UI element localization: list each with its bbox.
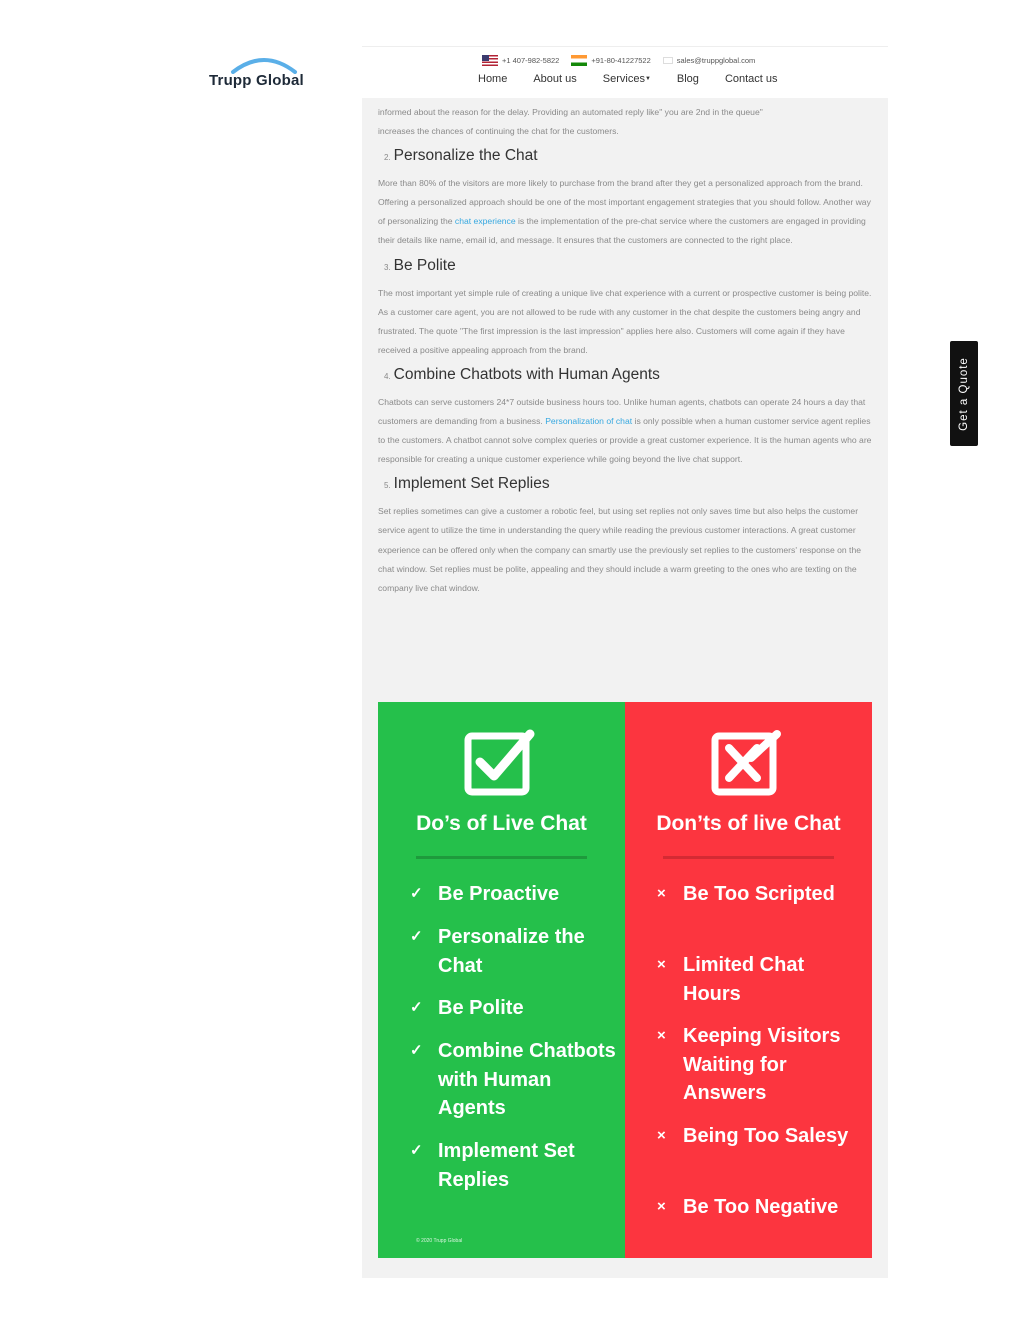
checkbox-cross-icon	[711, 728, 783, 798]
section-5-number: 5.	[384, 481, 391, 491]
nav-home[interactable]: Home	[478, 73, 508, 85]
nav-blog[interactable]: Blog	[676, 73, 699, 85]
intro-partial-1: informed about the reason for the delay. Providing an automated reply like" you are 2nd in the queue"	[378, 107, 763, 117]
brand-name: Trupp Global	[209, 72, 304, 89]
section-4-heading	[384, 366, 872, 384]
section-3-number: 3.	[384, 262, 391, 272]
donts-divider	[663, 856, 834, 859]
cross-icon: ×	[657, 1127, 666, 1144]
section-4-number: 4.	[384, 371, 391, 381]
us-phone[interactable]	[482, 55, 559, 66]
section-2-text	[378, 174, 872, 250]
cross-icon: ×	[657, 1198, 666, 1215]
section-2-text-b: is the implementation of the pre-chat service where the customers are engaged in providing their details like name, email id, and message. It ensures that the customers are connected to the right place.	[378, 216, 866, 246]
dos-divider	[416, 856, 587, 859]
india-flag-icon	[571, 55, 587, 66]
section-3-heading	[384, 257, 872, 275]
donts-item-text: Keeping Visitors Waiting for Answers	[683, 1025, 841, 1105]
section-2-text-a: More than 80% of the visitors are more likely to purchase from the brand after they get a personalized approach from the brand. Offering a personalized approach should be one of the most important engagement strategies that you should follow. Another way of personalizing the	[378, 178, 871, 227]
india-phone-text: +91-80-41227522	[591, 56, 651, 65]
main-nav	[478, 73, 778, 85]
check-icon: ✓	[410, 1142, 423, 1159]
get-a-quote-tab[interactable]	[950, 341, 978, 446]
section-4-text-b: is only possible when a human customer service agent replies to the customers. A chatbot cannot solve complex queries or provide a great customer experience. It is the human agents who are responsible for creating a unique customer experience while going beyond the live chat support.	[378, 416, 872, 465]
us-flag-icon	[482, 55, 498, 66]
nav-contact[interactable]: Contact us	[724, 73, 778, 85]
cross-icon: ×	[657, 885, 666, 902]
us-phone-text: +1 407-982-5822	[502, 56, 560, 65]
personalization-of-chat-link[interactable]: Personalization of chat	[545, 416, 633, 427]
dos-item-text: Combine Chatbots with Human Agents	[438, 1040, 616, 1120]
get-a-quote-label: Get a Quote	[958, 356, 970, 431]
dos-column	[378, 702, 625, 1258]
dos-item-text: Be Proactive	[438, 883, 560, 905]
dos-item-text: Implement Set Replies	[438, 1140, 575, 1191]
infographic-copyright: © 2020 Trupp Global	[416, 1238, 463, 1244]
donts-column	[625, 702, 872, 1258]
donts-item-text: Limited Chat Hours	[683, 954, 805, 1005]
dos-item-text: Personalize the Chat	[438, 926, 585, 977]
donts-item-text: Be Too Scripted	[683, 883, 835, 905]
nav-about[interactable]: About us	[533, 73, 577, 85]
email-link[interactable]	[663, 56, 756, 65]
dos-item-text: Be Polite	[438, 997, 524, 1019]
site-header	[362, 46, 888, 98]
check-icon: ✓	[410, 999, 423, 1016]
checkbox-check-icon	[464, 728, 536, 798]
check-icon: ✓	[410, 928, 423, 945]
check-icon: ✓	[410, 1042, 423, 1059]
nav-services[interactable]	[603, 73, 651, 85]
donts-item-text: Being Too Salesy	[683, 1125, 849, 1147]
section-5-text: Set replies sometimes can give a customer a robotic feel, but using set replies not only saves time but also helps the customer service agent to utilize the time in understanding the query while reading the previous customer interactions. A great customer experience can be offered only when the company can smartly use the previously set replies to the customers' response on the chat window. Set replies must be polite, appealing and they should include a warm greeting to the ones who are texting on the company live chat window.	[378, 506, 861, 593]
intro-partial-2: increases the chances of continuing the chat for the customers.	[378, 126, 619, 137]
caret-down-icon: ▼	[644, 76, 651, 83]
cross-icon: ×	[657, 956, 666, 973]
donts-item-text: Be Too Negative	[683, 1196, 839, 1218]
email-text: sales@truppglobal.com	[676, 56, 756, 65]
section-2-title: Personalize the Chat	[393, 147, 538, 165]
dos-title: Do’s of Live Chat	[416, 812, 587, 835]
article-content	[378, 98, 872, 598]
section-4-title: Combine Chatbots with Human Agents	[393, 365, 660, 383]
check-icon: ✓	[410, 885, 423, 902]
section-2-heading	[384, 147, 872, 165]
section-3-title: Be Polite	[393, 256, 456, 274]
section-3-text: The most important yet simple rule of creating a unique live chat experience with a current or prospective customer is being polite. As a customer care agent, you are not allowed to be rude with any customer in the chat despite the customers being angry and frustrated. The quote "The first impression is the last impression" applies here also. Customers will come again if they have received a positive appealing approach from the brand.	[378, 287, 872, 355]
dos-donts-infographic	[378, 702, 872, 1258]
chat-experience-link[interactable]: chat experience	[454, 216, 516, 227]
cross-icon: ×	[657, 1027, 666, 1044]
section-5-heading	[384, 475, 872, 493]
section-4-text	[378, 393, 872, 469]
logo-arc-icon	[229, 54, 299, 74]
article-body	[362, 98, 888, 1278]
contact-bar	[482, 55, 755, 66]
section-4-text-a: Chatbots can serve customers 24*7 outside business hours too. Unlike human agents, chatbots can operate 24 hours a day that customers are demanding from a business.	[378, 396, 866, 427]
section-2-number: 2.	[384, 153, 391, 163]
mail-icon	[663, 57, 673, 64]
section-5-title: Implement Set Replies	[393, 475, 550, 493]
india-phone[interactable]	[571, 55, 650, 66]
donts-title: Don’ts of live Chat	[656, 812, 841, 835]
nav-services-label: Services	[602, 73, 645, 85]
brand-logo[interactable]	[207, 54, 312, 94]
